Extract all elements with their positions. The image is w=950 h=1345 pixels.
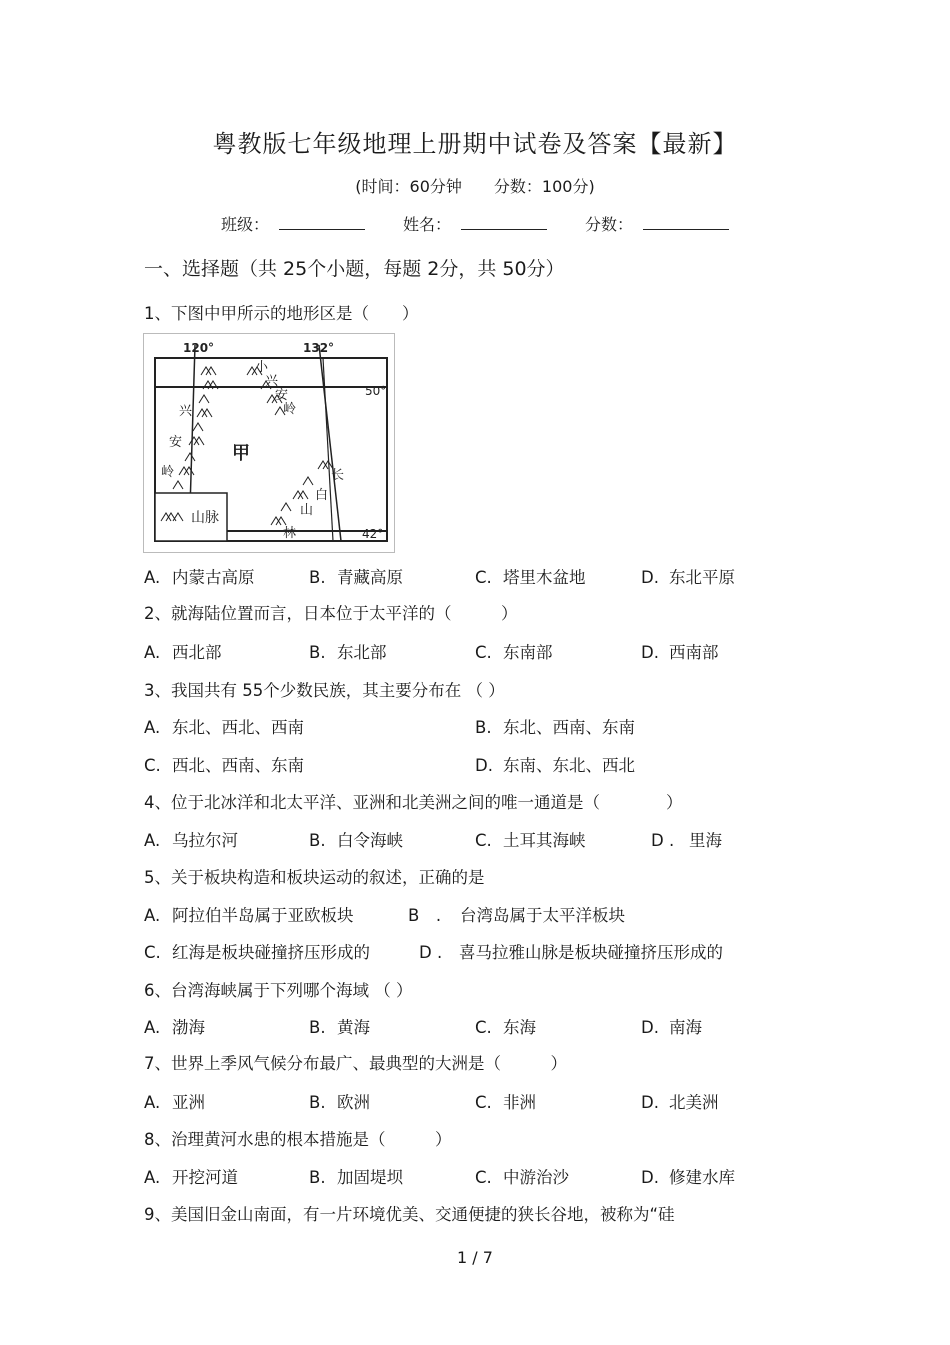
q3-option-b: B. 东北、西南、东南 bbox=[475, 718, 635, 737]
ling2-label: 岭 bbox=[283, 402, 297, 417]
chang-label: 长 bbox=[331, 468, 345, 483]
q1-option-b: B. 青藏高原 bbox=[309, 568, 403, 587]
q3-option-d: D. 东南、东北、西北 bbox=[475, 756, 635, 775]
name-blank bbox=[461, 215, 547, 230]
q3-option-c: C. 西北、西南、东南 bbox=[144, 756, 304, 775]
question-1-stem: 1、下图中甲所示的地形区是（ ） bbox=[144, 304, 419, 323]
ling-label: 岭 bbox=[161, 465, 175, 480]
q2-option-b: B. 东北部 bbox=[309, 643, 387, 662]
question-6-stem: 6、台湾海峡属于下列哪个海域 （ ） bbox=[144, 981, 413, 1000]
xiao-label: 小 bbox=[255, 360, 269, 375]
q8-option-a: A. 开挖河道 bbox=[144, 1168, 238, 1187]
question-2-stem: 2、就海陆位置而言，日本位于太平洋的（ ） bbox=[144, 604, 518, 623]
q4-option-d: D . 里海 bbox=[651, 831, 722, 850]
q6-option-c: C. 东海 bbox=[475, 1018, 536, 1037]
lon-120-label: 120° bbox=[183, 341, 215, 355]
q5-option-c: C. 红海是板块碰撞挤压形成的 bbox=[144, 943, 370, 962]
question-4-stem: 4、位于北冰洋和北太平洋、亚洲和北美洲之间的唯一通道是（ ） bbox=[144, 793, 683, 812]
q6-option-d: D. 南海 bbox=[641, 1018, 702, 1037]
q2-option-a: A. 西北部 bbox=[144, 643, 222, 662]
q4-option-c: C. 土耳其海峡 bbox=[475, 831, 586, 850]
class-label: 班级： bbox=[221, 215, 270, 234]
name-field bbox=[403, 212, 547, 235]
lon-132-label: 132° bbox=[303, 341, 335, 355]
q5-option-a: A. 阿拉伯半岛属于亚欧板块 bbox=[144, 906, 354, 925]
q8-option-d: D. 修建水库 bbox=[641, 1168, 735, 1187]
q5-option-b: B . 台湾岛属于太平洋板块 bbox=[408, 906, 625, 925]
q7-option-b: B. 欧洲 bbox=[309, 1093, 370, 1112]
question-8-stem: 8、治理黄河水患的根本措施是（ ） bbox=[144, 1130, 452, 1149]
an2-label: 安 bbox=[275, 388, 289, 403]
question-9-stem: 9、美国旧金山南面，有一片环境优美、交通便捷的狭长谷地，被称为“硅 bbox=[144, 1205, 675, 1224]
question-5-stem: 5、关于板块构造和板块运动的叙述，正确的是 bbox=[144, 868, 485, 887]
map-figure bbox=[143, 333, 395, 553]
score-label: 分数： bbox=[585, 215, 634, 234]
q1-option-c: C. 塔里木盆地 bbox=[475, 568, 586, 587]
class-blank bbox=[279, 215, 365, 230]
lat-42-label: 42° bbox=[362, 527, 384, 541]
q2-option-c: C. 东南部 bbox=[475, 643, 553, 662]
exam-meta: (时间：60分钟 分数：100分) bbox=[355, 177, 595, 196]
xing-label: 兴 bbox=[179, 404, 193, 419]
page-title: 粤教版七年级地理上册期中试卷及答案【最新】 bbox=[212, 130, 738, 158]
lin-label: 林 bbox=[283, 526, 297, 541]
name-label: 姓名： bbox=[403, 215, 452, 234]
class-field bbox=[221, 212, 365, 235]
q8-option-c: C. 中游治沙 bbox=[475, 1168, 569, 1187]
jia-label: 甲 bbox=[232, 443, 250, 464]
score-field bbox=[585, 212, 729, 235]
q7-option-d: D. 北美洲 bbox=[641, 1093, 719, 1112]
an-label: 安 bbox=[169, 435, 183, 450]
shan-label: 山 bbox=[300, 503, 314, 518]
q6-option-b: B. 黄海 bbox=[309, 1018, 370, 1037]
section-heading: 一、选择题（共 25个小题，每题 2分，共 50分） bbox=[144, 258, 565, 280]
page-number: 1 / 7 bbox=[457, 1248, 493, 1267]
q1-option-d: D. 东北平原 bbox=[641, 568, 735, 587]
q7-option-a: A. 亚洲 bbox=[144, 1093, 205, 1112]
q4-option-b: B. 白令海峡 bbox=[309, 831, 403, 850]
q6-option-a: A. 渤海 bbox=[144, 1018, 205, 1037]
score-blank bbox=[643, 215, 729, 230]
q8-option-b: B. 加固堤坝 bbox=[309, 1168, 403, 1187]
q3-option-a: A. 东北、西北、西南 bbox=[144, 718, 304, 737]
legend-mountain-label: 山脉 bbox=[191, 510, 219, 526]
xing2-label: 兴 bbox=[265, 374, 279, 389]
bai-label: 白 bbox=[315, 488, 329, 503]
question-3-stem: 3、我国共有 55个少数民族，其主要分布在 （ ） bbox=[144, 681, 505, 700]
q5-option-d: D . 喜马拉雅山脉是板块碰撞挤压形成的 bbox=[419, 943, 723, 962]
lat-50-label: 50° bbox=[365, 384, 387, 398]
question-7-stem: 7、世界上季风气候分布最广、最典型的大洲是（ ） bbox=[144, 1054, 567, 1073]
q2-option-d: D. 西南部 bbox=[641, 643, 719, 662]
q7-option-c: C. 非洲 bbox=[475, 1093, 536, 1112]
q1-option-a: A. 内蒙古高原 bbox=[144, 568, 255, 587]
q4-option-a: A. 乌拉尔河 bbox=[144, 831, 238, 850]
